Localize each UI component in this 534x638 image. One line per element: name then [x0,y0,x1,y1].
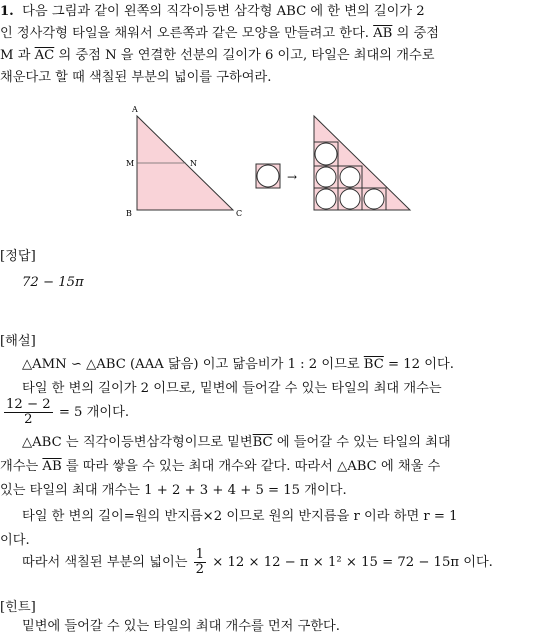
segment-bc-2: $\overline{BC}$ [252,435,273,450]
segment-ac: $\overline{AC}$ [34,48,55,63]
segment-bc: $\overline{BC}$ [363,357,384,372]
problem-text-3a: M 과 [0,48,31,63]
solution-text-1b: = 12 이다. [388,357,454,372]
hint-heading: [힌트] [0,600,36,615]
problem-text-1: 다음 그림과 같이 왼쪽의 직각이등변 삼각형 ABC 에 한 변의 길이가 2 [22,4,425,19]
problem-text-2: 인 정사각형 타일을 채워서 오른쪽과 같은 모양을 만들려고 한다. [0,26,369,41]
solution-text-3: = 5 개이다. [58,405,130,420]
hint-text: 밑변에 들어갈 수 있는 타일의 최대 개수를 먼저 구한다. [22,619,340,634]
solution-text-1a: △AMN ∽ △ABC (AAA 닮음) 이고 닮음비가 1 : 2 이므로 [22,357,360,372]
solution-text-9b: × 12 × 12 − π × 1² × 15 = 72 − 15π 이다. [212,555,493,570]
solution-line-2 [22,380,442,398]
solution-line-6 [0,482,347,500]
solution-text-9a: 따라서 색칠된 부분의 넓이는 [22,555,188,570]
solution-text-4a: △ABC 는 직각이등변삼각형이므로 밑변 [22,435,253,450]
solution-line-9 [22,548,493,577]
solution-text-5a: 개수는 [0,459,39,474]
answer-heading: [정답] [0,249,36,264]
solution-text-5b: 를 따라 쌓을 수 있는 최대 개수와 같다. 따라서 △ABC 에 채울 수 [65,459,441,474]
problem-line-1 [0,3,425,21]
triangle-figure [0,100,534,230]
hint-line [22,618,340,636]
solution-text-4b: 에 들어갈 수 있는 타일의 최대 [276,435,451,450]
segment-ab-2: $\overline{AB}$ [42,459,62,474]
tile-circle [257,165,279,187]
solution-line-7 [22,508,458,526]
solution-line-3 [2,398,129,427]
answer-value [22,274,84,292]
fraction-one-half: $\frac{1}{2}$ [195,547,205,577]
problem-text-4: 채운다고 할 때 색칠된 부분의 넓이를 구하여라. [0,70,272,85]
problem-line-3 [0,47,434,65]
fraction-12-2-over-2: $\frac{12 - 2}{2}$ [6,397,51,427]
problem-text-3b: 의 중점 N 을 연결한 선분의 길이가 6 이고, 타일은 최대의 개수로 [58,48,435,63]
solution-line-5 [0,458,440,476]
problem-number: 1. [0,4,14,19]
solution-text-8: 이다. [0,533,30,548]
solution-text-2: 타일 한 변의 길이가 2 이므로, 밑변에 들어갈 수 있는 타일의 최대 개수는 [22,381,442,396]
label-a: A [132,105,138,114]
problem-line-4 [0,69,271,87]
label-m: M [126,159,135,168]
solution-line-1 [22,356,454,374]
solution-line-4 [22,434,451,452]
problem-text-2b: 의 중점 [396,26,439,41]
solution-text-6: 있는 타일의 최대 개수는 1 + 2 + 3 + 4 + 5 = 15 개이다. [0,483,347,498]
segment-ab: $\overline{AB}$ [373,26,393,41]
label-b: B [126,209,132,218]
label-n: N [190,159,197,168]
answer-text: 72 − 15π [22,275,84,290]
solution-text-7: 타일 한 변의 길이=원의 반지름×2 이므로 원의 반지름을 r 이라 하면 r = 1 [22,509,458,524]
solution-heading: [해설] [0,334,36,349]
arrow-icon: → [287,170,298,184]
problem-line-2 [0,25,439,43]
label-c: C [236,209,243,218]
